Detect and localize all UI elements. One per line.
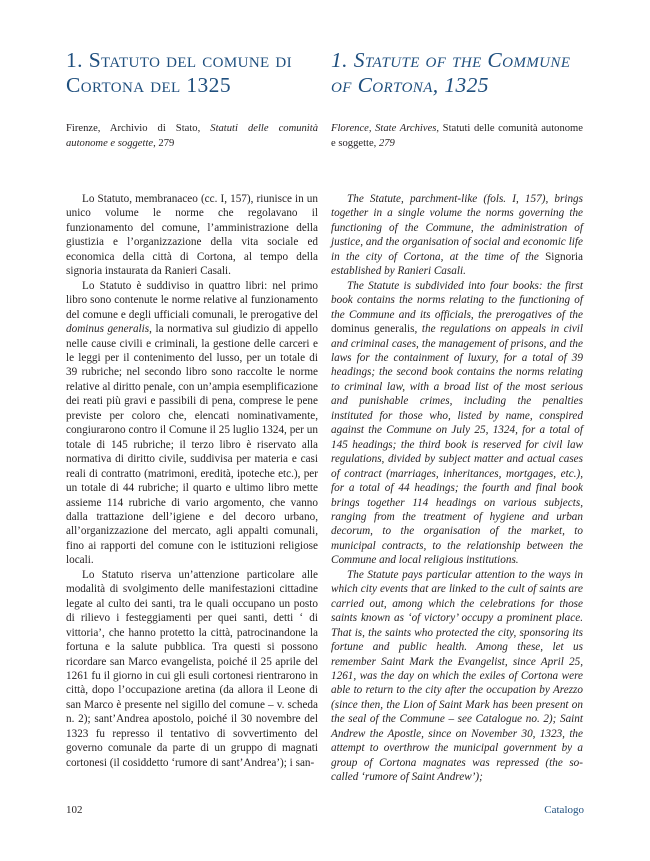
italian-source-citation bbox=[66, 122, 318, 151]
english-paragraph-1 bbox=[331, 192, 583, 279]
english-paragraph-2-term: dominus generalis bbox=[331, 323, 415, 336]
english-paragraph-1-term: Signoria bbox=[545, 250, 583, 263]
english-paragraph-2-start: The Statute is subdivided into four books: the first book contains the norms relating to the functioning of the Commune and its officials, the prerogatives of the bbox=[331, 279, 583, 321]
english-source-collection: Statuti delle comunità autonome e soggette bbox=[331, 123, 583, 149]
italian-source-collection: Statuti delle comunità autonome e soggette bbox=[66, 123, 318, 149]
english-paragraph-3: The Statute pays particular attention to the ways in which city events that are linked to the cult of saints are carried out, among which the celebrations for those saints known as ‘of victory’ occupy a prominent place. That is, the saints who protected the city, sponsoring its fortune and public health. Among these, let us remember Saint Mark the Evangelist, since April 25, 1261, was the day on which the exiles of Cortona were able to return to the city after the occupation by Arezzo (since then, the Lion of Saint Mark has been present on the seal of the Commune – see Catalogue no. 2); Saint Andrew the Apostle, since on November 30, 1323, the attempt to overthrow the municipal government by a group of Cortona magnates was repressed (the so-called ‘rumore of Saint Andrew’); bbox=[331, 568, 583, 784]
italian-body bbox=[66, 192, 318, 770]
english-paragraph-1-start: The Statute, parchment-like (fols. I, 157), brings together in a single volume the norms governing the functioning of the Commune, the administration of justice, and the organisation of social and economic life in the city of Cortona, at the time of the bbox=[331, 193, 583, 263]
english-source-citation bbox=[331, 122, 583, 151]
italian-paragraph-3: Lo Statuto riserva un’attenzione particolare alle modalità di svolgimento delle manifestazioni cittadine legate al culto dei santi, tra le quali occupano un posto di rilievo i festeggiamenti per quei santi, detti ‘ di vittoria’, che hanno protetto la città, patrocinandone la fortuna e la salute pubblica. Tra questi si possono ricordare san Marco evangelista, poiché il 25 aprile del 1261 fu il giorno in cui gli esuli cortonesi rientrarono in città, dopo l’occupazione aretina (da allora il Leone di san Marco è presente nel sigillo del comune – v. scheda n. 2); sant’Andrea apostolo, poiché il 30 novembre del 1323 fu represso il tentativo di sovvertimento del governo comunale da parte di un gruppo di magnati cortonesi (il cosiddetto ‘rumore di sant’Andrea’); i san- bbox=[66, 568, 318, 769]
italian-paragraph-2-start: Lo Statuto è suddiviso in quattro libri: nel primo libro sono contenute le norme relative al funzionamento del comune e degli ufficiali comunali, le prerogative del bbox=[66, 279, 318, 321]
english-paragraph-2 bbox=[331, 279, 583, 568]
italian-source-suffix: , 279 bbox=[153, 137, 175, 149]
italian-paragraph-2-end: , la normativa sul giudizio di appello nelle cause civili e criminali, la gestione delle carceri e le leggi per il contenimento del lusso, per un totale di 39 rubriche; nel secondo libro sono raccolte le norme relative al diritto penale, con un’ampia esemplificazione dei reati più gravi e passibili di pena, comprese le pene previste per coloro che, elencati nominativamente, congiurarono contro il Comune il 25 luglio 1324, per un totale di 145 rubriche; il terzo libro è riservato alla normativa di diritto civile, suddivisa per materia e casi reali di contratto (matrimoni, eredità, ipoteche etc.), per un totale di 44 rubriche; il quarto e ultimo libro mette assieme 114 rubriche di vario argomento, che vanno dalla trattazione dell’igiene e del decoro urbano, all’organizzazione del mercato, agli appalti comunali, fino ai rapporti del comune con le istituzioni religiose locali. bbox=[66, 323, 318, 567]
italian-source-prefix: Firenze, Archivio di Stato, bbox=[66, 123, 211, 134]
page-number: 102 bbox=[66, 804, 83, 816]
english-title: 1. Statute of the Commune of Cortona, 1325 bbox=[331, 48, 571, 97]
english-source-suffix: , 279 bbox=[373, 137, 395, 149]
english-source-prefix: Florence, State Archives, bbox=[331, 123, 443, 134]
italian-paragraph-2 bbox=[66, 279, 318, 568]
english-body bbox=[331, 192, 583, 785]
italian-paragraph-2-term: dominus generalis bbox=[66, 323, 150, 336]
running-head: Catalogo bbox=[544, 804, 584, 816]
english-paragraph-2-end: , the regulations on appeals in civil and criminal cases, the management of prisons, and the laws for the containment of luxury, for a total of 39 headings; the second book contains the norms relating to criminal law, with a broad list of the most serious and punishable crimes, including the penalties instituted for those who, listed by name, conspired against the Commune on July 25, 1324, for a total of 145 headings; the third book is reserved for civil law regulations, divided by subject matter and actual cases of contract (marriages, inheritances, mortgages, etc.), for a total of 44 headings; the fourth and final book brings together 114 headings on various subjects, ranging from the treatment of hygiene and urban decorum, to the organisation of the market, to municipal contracts, to the relationship between the Commune and local religious institutions. bbox=[331, 323, 584, 567]
english-paragraph-1-end: established by Ranieri Casali. bbox=[331, 265, 466, 278]
italian-paragraph-1: Lo Statuto, membranaceo (cc. I, 157), riunisce in un unico volume le norme che regolavano il funzionamento del comune, l’amministrazione della giustizia e l’organizzazione della vita sociale ed economica della città di Cortona, al tempo della signoria instaurata da Ranieri Casali. bbox=[66, 193, 318, 278]
italian-title: 1. Statuto del comune di Cortona del 1325 bbox=[66, 48, 293, 97]
